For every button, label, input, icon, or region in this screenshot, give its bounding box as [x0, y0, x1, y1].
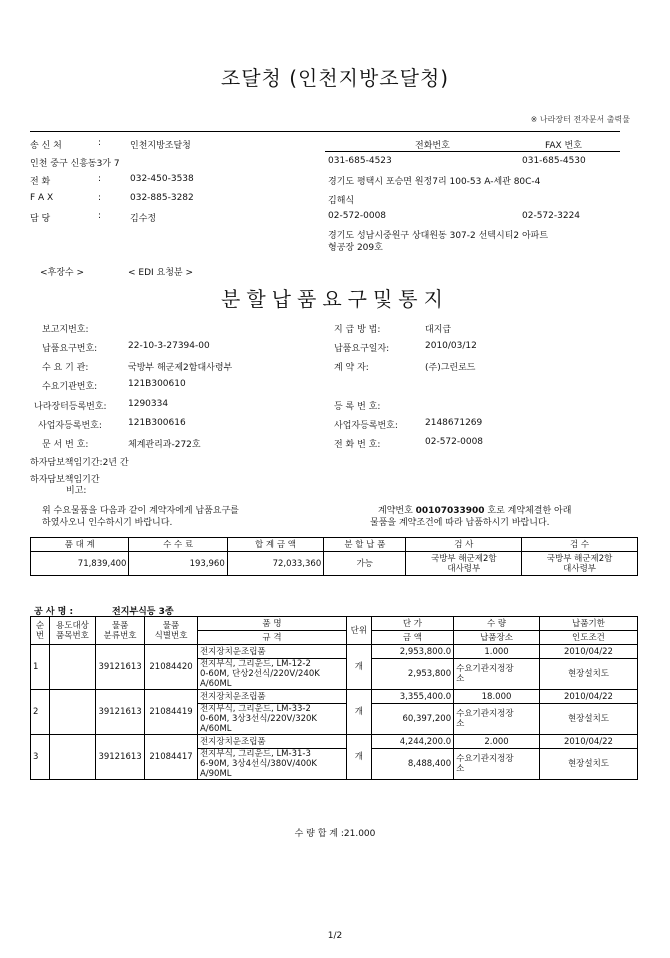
contractor-address-2: 형공장 209호 — [328, 243, 383, 253]
business-number: 121B300616 — [128, 418, 186, 428]
field-label: 나라장터등록번호: — [34, 402, 107, 412]
divider — [325, 151, 620, 152]
field-label: 전 화 번 호: — [334, 440, 381, 450]
sender-label: 송 신 처 — [30, 141, 62, 151]
table-row: 2 39121613 21084419 전지장치운조립품 개 3,355,400.0 18.000 2010/04/22 — [31, 690, 638, 704]
demand-agency: 국방부 해군제2함대사령부 — [128, 363, 233, 373]
field-label: 수요기관번호: — [42, 382, 98, 392]
project-name: 전지부식등 3종 — [112, 607, 174, 617]
col-tel-header: 전화번호 — [415, 141, 450, 151]
field-label: 사업자등록번호: — [38, 421, 102, 431]
field-label: 문 서 번 호: — [42, 440, 89, 450]
field-label: 납품요구일자: — [334, 344, 390, 354]
sender-name: 인천지방조달청 — [130, 141, 191, 151]
sender-address: 인천 중구 신흥동3가 7 — [30, 159, 120, 169]
remarks-label: 비고: — [66, 486, 87, 496]
divider — [30, 131, 620, 132]
page-number: 1/2 — [327, 931, 343, 941]
grand-total: 72,033,360 — [227, 552, 323, 576]
inspection: 국방부 해군제2함 대사령부 — [406, 552, 522, 576]
col-fax-header: FAX 번호 — [545, 141, 582, 151]
acceptance: 국방부 해군제2함 대사령부 — [522, 552, 638, 576]
contractor-business-number: 2148671269 — [425, 418, 483, 428]
warranty-label-2: 하자담보책임기간 — [30, 475, 100, 485]
office-title: 조달청 (인천지방조달청) — [220, 66, 450, 90]
table-row: 전지부식, 그리운드, LM-12-2 0-60M, 단상2선식/220V/240K A/60ML 2,953,800 수요기관지정장 소 현장설치도 — [31, 659, 638, 690]
field-label: 수 요 기 관: — [42, 363, 89, 373]
items-table: 순 번 용도대상 품목번호 물품 분류번호 물품 식별번호 품 명 단위 단 가 수 량 납품기한 규 격 금 액 납품장소 인도조건 1 39121613 21084420 전지장치운조립품 개 2,953,800.0 1.000 2010/04/22 전지부식, 그리운드, LM-12-2 0-60M, 단상2선식/220V/240K A/60ML 2,953,800 수요기관지정장 소 현장설치도 2 39121613 21084419 전지장치운조립품 개 3,355,400.0 18.000 2010/04/22 전지부식, 그리운드, LM-33-2 0-60M, 3상3선식/220V/320K A/60ML 60,397,200 수요기관지정장 소 현장설치도 3 39121613 21084417 전지장치운조립품 개 4,244,200.0 2.000 2010/04/22 전지부식, 그리운드, LM-31-3 6-90M, 3상4선식/380V/400K A/90ML 8,488,400 수요기관지정장 소 현장설치도 — [30, 616, 638, 780]
order-date: 2010/03/12 — [425, 341, 477, 351]
contractor-phone: 02-572-0008 — [425, 437, 484, 447]
tel-label: 전 화 — [30, 177, 51, 187]
summary-table: 품 대 계 수 수 료 합 계 금 액 분 할 납 품 검 사 검 수 71,839,400 193,960 72,033,360 가능 국방부 해군제2함 대사령부 국방부 해군제2함 대사령부 — [30, 537, 638, 576]
table-row: 3 39121613 21084417 전지장치운조립품 개 4,244,200.0 2.000 2010/04/22 — [31, 735, 638, 749]
contract-number: 00107033900 — [415, 506, 485, 516]
project-label: 공 사 명 : — [34, 607, 74, 617]
field-label: 사업자등록번호: — [334, 421, 398, 431]
contractor-fax: 02-572-3224 — [522, 211, 581, 221]
fee: 193,960 — [129, 552, 227, 576]
notice-right-1: 계약번호 00107033900 호로 계약체결한 아래 — [378, 506, 572, 516]
fax-value: 032-885-3282 — [130, 193, 194, 203]
contractor-address-1: 경기도 성남시중원구 상대원동 307-2 선텍시티2 아파트 — [328, 231, 549, 241]
recv-tel: 031-685-4523 — [328, 156, 392, 166]
notice-left-1: 위 수요물품을 다음과 같이 계약자에게 납품요구를 — [42, 506, 239, 516]
registration-number: 1290334 — [128, 399, 169, 409]
notice-right-2: 물품을 계약조건에 따라 납품하시기 바랍니다. — [370, 518, 550, 528]
field-label: 납품요구번호: — [42, 344, 98, 354]
table-row: 1 39121613 21084420 전지장치운조립품 개 2,953,800.0 1.000 2010/04/22 — [31, 645, 638, 659]
recv-name: 김해식 — [328, 196, 355, 206]
contractor-name: (주)그린로드 — [425, 363, 476, 373]
goods-total: 71,839,400 — [31, 552, 129, 576]
recv-fax: 031-685-4530 — [522, 156, 586, 166]
field-label: 계 약 자: — [334, 363, 369, 373]
tag-left: <후장수 > — [40, 268, 85, 278]
order-number: 22-10-3-27394-00 — [128, 341, 210, 351]
recv-address: 경기도 평택시 포승면 원정7리 100-53 A-세관 80C-4 — [328, 177, 541, 187]
tag-right: < EDI 요청분 > — [128, 268, 194, 278]
agency-number: 121B300610 — [128, 379, 186, 389]
table-row: 전지부식, 그리운드, LM-31-3 6-90M, 3상4선식/380V/400K A/90ML 8,488,400 수요기관지정장 소 현장설치도 — [31, 749, 638, 780]
payment-method: 대지급 — [425, 325, 452, 335]
print-note: ※ 나라장터 전자문서 출력물 — [530, 115, 630, 124]
manager-value: 김수정 — [130, 214, 157, 224]
document-number: 체계관리과-272호 — [128, 440, 201, 450]
contractor-tel: 02-572-0008 — [328, 211, 387, 221]
table-row: 전지부식, 그리운드, LM-33-2 0-60M, 3상3선식/220V/320K A/60ML 60,397,200 수요기관지정장 소 현장설치도 — [31, 704, 638, 735]
notice-left-2: 하였사오니 인수하시기 바랍니다. — [42, 518, 173, 528]
field-label: 보고지번호: — [42, 325, 89, 335]
tel-value: 032-450-3538 — [130, 174, 194, 184]
document-title: 분할납품요구및통지 — [221, 287, 449, 311]
manager-label: 담 당 — [30, 214, 51, 224]
field-label: 등 록 번 호: — [334, 402, 381, 412]
field-label: 지 급 방 법: — [334, 325, 381, 335]
split-delivery: 가능 — [324, 552, 406, 576]
total-quantity: 수 량 합 계 :21.000 — [294, 829, 376, 839]
fax-label: F A X — [30, 193, 54, 203]
warranty-label: 하자담보책임기간:2년 간 — [30, 458, 129, 468]
